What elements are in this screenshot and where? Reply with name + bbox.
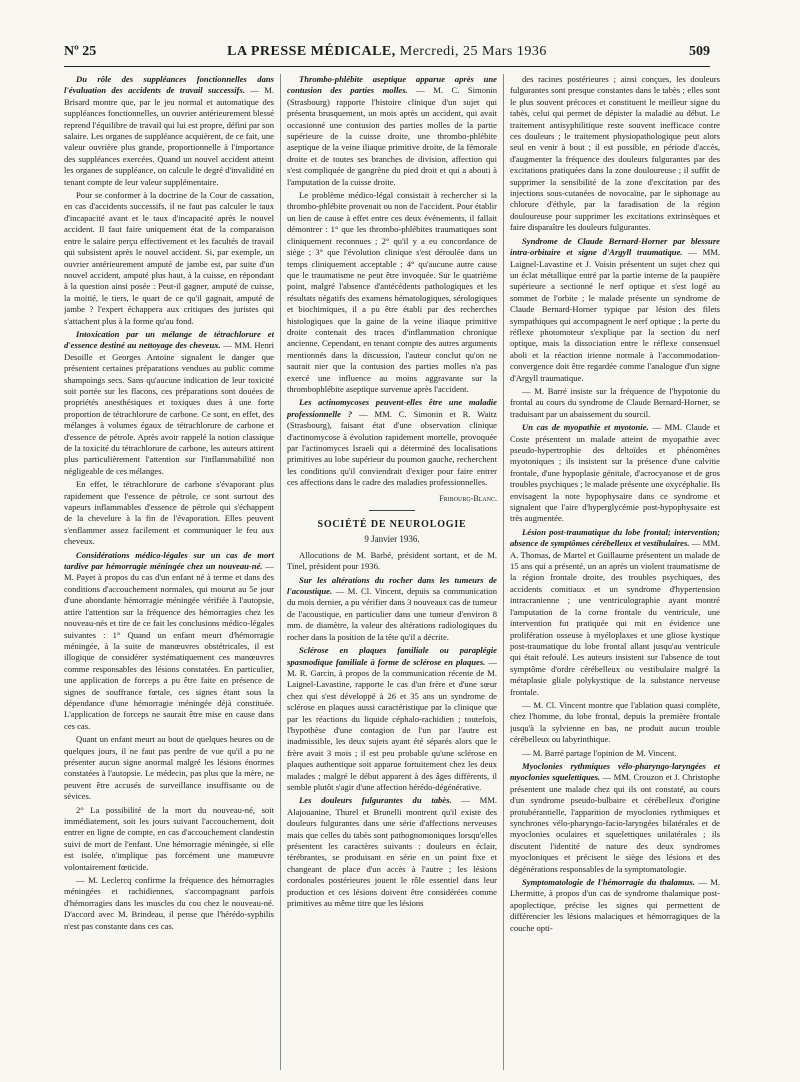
column-divider <box>503 74 504 1070</box>
article-paragraph <box>64 875 274 932</box>
header-rule <box>64 66 710 67</box>
article-title: Un cas de myopathie et myotonie. <box>522 422 649 433</box>
article-title: Sclérose en plaques familiale ou paraplégie spasmodique familiale à forme de sclérose en plaques. <box>287 645 497 667</box>
article-paragraph <box>287 575 497 643</box>
article-title: Lésion post-traumatique du lobe frontal; intervention; absence de symptômes cérébelleux et vestibulaires. <box>510 526 720 549</box>
article-paragraph <box>64 74 274 188</box>
article-text: — M. Cl. Vincent montre que l'ablation quasi complète, chez l'homme, du lobe frontal, depuis la première frontale jusqu'à la sylvienne en bas, ne produit aucun trouble cérébelleux ou labyrinthique. <box>510 699 720 745</box>
column-3 <box>510 74 720 1074</box>
article-paragraph <box>510 700 720 746</box>
article-title: Du rôle des suppléances fonctionnelles dans l'évaluation des accidents de travail successifs. <box>64 74 274 96</box>
article-paragraph <box>64 479 274 547</box>
article-text: — M. R. Garcin, à propos de la communication récente de M. Laignel-Lavastine, rapporte le cas d'un frère et d'une sœur chez qui s'est développé à 26 et 35 ans un syndrome de sclérose en plaques aussi caractéristique par la clinique que par les réactions du liquide céphalo-rachidien ; toutefois, l'hypothèse d'une contagion de l'un par l'autre est inadmissible, les deux sujets ayant été séparés alors que le frère avait 3 mois ; il est peu probable qu'une sclérose en plaques authentique soit apparue fortuitement chez les deux malades ; malgré le début apparent à des âges différents, il semble plutôt s'agir d'une affection hérédo-dégénérative. <box>287 656 497 792</box>
article-text: — MM. C. Simonin et R. Waitz (Strasbourg), faisant état d'une observation clinique d'actinomycose à évolution rapidement mortelle, provoquée par l'actinomyces Israeli qui a déterminé des localisations primitives au lobe supérieur du poumon gauche, recherchent les conditions qu'il conviendrait d'exiger pour faire entrer ces affections dans le cadre des maladies professionnelles. <box>287 408 497 488</box>
article-title: Thrombo-phlébite aseptique apparue après une contusion des parties molles. <box>287 74 497 96</box>
page-number: 509 <box>689 44 710 59</box>
article-text: Pour se conformer à la doctrine de la Cour de cassation, en cas d'accidents successifs, il ne faut pas calculer le taux d'incapacité avant et le taux d'incapacité après le nouvel accident. Il faut faire uniquement état de la comparaison entre le salaire perçu effectivement et les facultés de travail qui subsistent après le nouvel accident. Si, par exemple, un ouvrier antérieurement amputé de jambe est, par suite d'un nouvel accident, amputé plus haut, à la cuisse, en répondant à la question ainsi posée : Peut-il gagner, amputé de cuisse, la moitié, le tiers, le quart de ce qu'il gagnait, amputé de jambe ? l'expert échappera aux critiques des juristes qui s'attachent plus à la forme qu'au fond. <box>64 190 274 326</box>
article-paragraph <box>64 329 274 477</box>
article-paragraph <box>287 795 497 909</box>
article-paragraph <box>64 190 274 327</box>
article-text: — MM. Alajouanine, Thurel et Brunelli montrent qu'il existe des douleurs fulgurantes dans une série d'affections nerveuses mais que celles du tabès sont pathognomoniques lorsqu'elles présentent les caractères suivants : douleurs en éclair, térébrantes, se produisant en série en un point fixe et changeant de place d'un accès à l'autre ; les lésions cordonales postérieures jouent le rôle essentiel dans leur production et ces lésions doivent être considérées comme primitives au même titre que les lésions <box>287 795 497 909</box>
article-text: — M. Brisard montre que, par le jeu normal et automatique des suppléances fonctionnelles, un ouvrier antérieurement blessé reprend l'équilibre de travail qui lui est propre, défini par son salaire. Les organes de suppléance acquièrent, de ce fait, une valeur ouvrière plus grande, proportionnelle à l'importance des suppléances exercées. Quand un nouvel accident atteint les organes de suppléance, on calcule le degré d'invalidité en tenant compte de leur valeur supplémentaire. <box>64 85 274 187</box>
article-title: Myoclonies rythmiques vélo-pharyngo-laryngées et myoclonies squelettiques. <box>510 760 720 783</box>
journal-title-line <box>64 44 710 60</box>
article-text: — MM. Claude et Coste présentent un malade atteint de myopathie avec pseudo-hypertrophie des deltoïdes et phénomènes myotoniques ; ils insistent sur la présence d'une calvitie frontale, d'une hypoplasie génitale, d'acrocyanose et de gros troubles psychiques ; le malade présente une oxycéphalie. Ils envisagent la note hypophysaire dans ce syndrome et signalent que l'aire d'hyperglycémie post-hypophysaire est très augmentée. <box>510 422 720 524</box>
article-paragraph <box>510 748 720 759</box>
article-paragraph <box>287 190 497 395</box>
article-title: Syndrome de Claude Bernard-Horner par blessure intra-orbitaire et signe d'Argyll traumatique. <box>510 235 720 258</box>
article-text: — MM. Henri Desoille et Georges Antoine signalent le danger que présentent certaines préparations vendues au public comme shampoings secs. Sans qu'aucune indication de leur toxicité soit portée sur les flacons, ces préparations sont douées de propriétés anesthésiques et toxiques dues à une forte proportion de tétrachlorure de carbone. Ce sont, en effet, des mélanges à volumes égaux de tétrachlorure de carbone et d'essence de pétrole. Après avoir rappelé la notion classique de la toxicité du tétrachlorure de carbone, les auteurs attirent plus particulièrement l'attention sur l'inflammabilité non négligeable de ces mélanges. <box>64 340 274 476</box>
article-paragraph <box>510 527 720 698</box>
article-paragraph <box>64 550 274 733</box>
article-paragraph <box>510 422 720 525</box>
article-text: En effet, le tétrachlorure de carbone s'évaporant plus rapidement que l'essence de pétrole, ce sont surtout des vapeurs inflammables d'essence de pétrole qui s'échappent de la chevelure à la fin de l'évaporation. Elles peuvent s'enflammer assez facilement et communiquer le feu aux cheveux. <box>64 479 274 547</box>
article-text: — M. Lhermitte, à propos d'un cas de syndrome thalamique post-apoplectique, précise les signes qui permettent de différencier les lésions malaciques et hémorragiques de la couche opti- <box>510 877 720 933</box>
article-title: Considérations médico-légales sur un cas de mort tardive par hémorragie méningée chez un nouveau-né. <box>64 549 274 572</box>
article-text: — M. C. Simonin (Strasbourg) rapporte l'histoire clinique d'un sujet qui présenta brusquement, un mois après un accident, qui avait occasionné une contusion des parties molles de la partie supérieure de la cuisse droite, une thrombo-phlébite aseptique de la veine iliaque primitive droite, de la fémorale droite et de toutes ses branches de division, affection qui s'est compliquée de gangrène du pied droit et qui a abouti à l'amputation de la cuisse droite. <box>287 85 497 187</box>
issue-date: Mercredi, 25 Mars 1936 <box>399 44 547 59</box>
column-divider <box>280 74 281 1070</box>
column-1 <box>64 74 274 1074</box>
author-signature: Fribourg-Blanc. <box>439 493 497 503</box>
article-text: 2° La possibilité de la mort du nouveau-né, soit immédiatement, soit les jours suivant l'accouchement, doit entrer en ligne de compte, en cas d'accouchement clandestin suivi de mort de l'enfant. Une hémorragie méningée, si elle est isolée, n'implique pas forcément une manœuvre volontairement fœticide. <box>64 804 274 872</box>
article-text: Quant un enfant meurt au bout de quelques heures ou de quelques jours, il ne faut pas perdre de vue qu'il a pu ne présenter aucun signe anormal malgré les lésions énormes constatées à l'autopsie. Le médecin, pas plus que la mère, ne peuvent être accusés de surveillance insuffisante ou de sévices. <box>64 734 274 802</box>
article-text: — M. Barré partage l'opinion de M. Vincent. <box>522 747 677 758</box>
article-text: — MM. A. Thomas, de Martel et Guillaume présentent un malade de 15 ans qui a présenté, un an après un violent traumatisme de la région frontale droite, des troubles psychiques, des accidents comitiaux et un syndrome d'hypertension intracranienne ; une ventriculographie ayant montré l'amputation de la corne frontale du ventricule, une intervention fut pratiquée qui mit en évidence une prolifération osseuse à myéloplaxes et une gliose kystique post-traumatique du lobe frontal allant jusqu'au ventricule qui était refoulé. Les auteurs insistent sur l'absence de tout symptôme d'ordre cérébelleux ou vestibulaire malgré la métaplasie gliale polykystique de la substance nerveuse frontale. <box>510 538 720 697</box>
article-paragraph <box>287 550 497 573</box>
article-text: — M. Leclercq confirme la fréquence des hémorragies méningées et rachidiennes, s'accompagnant parfois d'hémorragies dans les muscles du cou chez le nouveau-né. D'accord avec M. Brindeau, il pense que l'hérédo-syphilis n'est pas constante dans ces cas. <box>64 875 274 931</box>
issue-number: Nº 25 <box>64 44 97 59</box>
article-title: Intoxication par un mélange de tétrachlorure et d'essence destiné au nettoyage des cheveux. <box>64 328 274 351</box>
journal-name: LA PRESSE MÉDICALE, <box>227 44 396 59</box>
article-paragraph <box>510 761 720 875</box>
column-2 <box>287 74 497 1074</box>
article-text: Le problème médico-légal consistait à rechercher si la thrombo-phlébite provenait ou non de l'accident. Pour établir un lien de cause à effet entre ces deux événements, il fallait démontrer : 1° que les thrombo-phlébites traumatiques sont cliniquement reconnues ; 2° qu'il y a eu concordance de siège ; 3° que l'évolution clinique s'est déroulée dans un temps cliniquement acceptable ; 4° qu'aucune autre cause que le traumatisme ne peut être invoquée. Sur le quatrième point, malgré l'absence d'antécédents pathologiques et les résultats négatifs des examens hématologiques, sérologiques et biochimiques, il a pu être établi par des recherches histologiques que la gaine de la veine iliaque primitive droite contenait des traces d'inflammation chronique ancienne. Cependant, en tenant compte des autres arguments mentionnés dans la discussion, l'auteur conclut qu'on ne saurait nier que la contusion des parties molles n'a pas exercé une influence au moins aggravante sur la thrombophlébite aseptique survenue après l'accident. <box>287 190 497 394</box>
article-title: Symptomatologie de l'hémorragie du thalamus. <box>522 877 695 888</box>
section-date: 9 Janvier 1936. <box>364 534 420 545</box>
article-paragraph <box>64 734 274 802</box>
section-heading: SOCIÉTÉ DE NEUROLOGIE <box>317 519 467 531</box>
article-text: — M. Cl. Vincent, depuis sa communication du mois dernier, a pu vérifier dans 3 nouveaux cas de tumeur de l'acoustique, en particulier dans une tumeur d'environ 8 mm. de diamètre, la valeur des altérations radiologiques du rocher dans la position de la tête qu'il a décrite. <box>287 586 497 642</box>
article-title: Les douleurs fulgurantes du tabès. <box>299 795 452 806</box>
article-title: Les actinomycoses peuvent-elles être une maladie professionnelle ? <box>287 397 497 419</box>
article-paragraph <box>510 74 720 234</box>
article-paragraph <box>510 877 720 934</box>
article-text: Allocutions de M. Barbé, président sortant, et de M. Tinel, président pour 1936. <box>287 549 497 572</box>
article-text: — MM. Crouzon et J. Christophe présentent une malade chez qui ils ont constaté, au cours d'un syndrome pseudo-bulbaire et cérébelleux d'origine protubérantielle, l'apparition de myoclonies rythmiques et synchrones vélo-pharyngo-facio-laryngées bilatérales et de myoclonies oculaires et squelettiques unilatérales ; ils discutent l'identité de nature des deux syndromes myocloniques et précisent le siège des lésions et des dégénérations responsables de la symptomatologie. <box>510 772 720 874</box>
article-paragraph <box>287 645 497 793</box>
article-text: — M. Barré insiste sur la fréquence de l'hypotonie du frontal au cours du syndrome de Claude Bernard-Horner, se traduisant par un abaissement du sourcil. <box>510 385 720 419</box>
article-text: — MM. Laignel-Lavastine et J. Voisin présentent un sujet chez qui un éclat métallique entré par la partie interne de la paupière supérieure a sectionné le nerf optique et s'est logé au sommet de l'orbite ; le malade présente un syndrome de Claude Bernard-Horner typique par lésion des filets sympathiques qui accompagnent le nerf optique ; la perte du réflexe photomoteur s'explique par la section du nerf optique, mais la dissociation entre le réflexe consensuel aboli et la réaction irienne normale à l'accommodation-convergence doit être regardée comme l'analogue d'un signe d'Argyll traumatique. <box>510 247 720 383</box>
section-divider <box>369 510 415 511</box>
article-text: des racines postérieures ; ainsi conçues, les douleurs fulgurantes sont presque constantes dans le tabès ; elles sont le plus souvent précoces et constituent le meilleur signe du tabès, celui qui permet de dépister la maladie au début. Le traitement antisyphilitique reste souvent inefficace contre ces douleurs ; le traitement physiopathologique peut alors seul en venir à bout ; il est possible, en période d'accès, d'augmenter la fréquence des douleurs fulgurantes par des excitations pratiquées dans la zone douloureuse ; il suffit de supprimer la sensibilité de la zone d'excitation par des injections sous-cutanées de novocaïne, par le siphonage au chlorure d'éthyle, par la faradisation de la région douloureuse pour supprimer les excitations extrinsèques et faire disparaître les douleurs fulgurantes. <box>510 74 720 233</box>
article-text: — M. Payet à propos du cas d'un enfant né à terme et dans des conditions d'accouchement normales, qui mourut au 5e jour d'une abondante hémorragie méningée vérifiée à l'autopsie, attire l'attention sur la fréquence des hémorragies chez les nouveau-nés et tire de ce fait les conclusions médico-légales suivantes : 1° Quand un enfant meurt d'hémorragie méningée, à la suite de manœuvres obstétricales, il est illogique de considérer systématiquement ces manœuvres comme responsables des lésions constatées. En particulier, une application de forceps a pu être faite en présence de signes de souffrance fœtale, ces signes étant sous la dépendance d'une hémorragie méningée déjà constituée. L'application de forceps ne saurait être mise en cause dans ces cas. <box>64 561 274 731</box>
article-paragraph <box>64 805 274 873</box>
article-paragraph <box>287 74 497 188</box>
article-title: Sur les altérations du rocher dans les tumeurs de l'acoustique. <box>287 574 497 597</box>
article-paragraph <box>510 386 720 420</box>
running-header <box>64 44 710 64</box>
article-paragraph <box>287 397 497 488</box>
article-paragraph <box>510 236 720 384</box>
